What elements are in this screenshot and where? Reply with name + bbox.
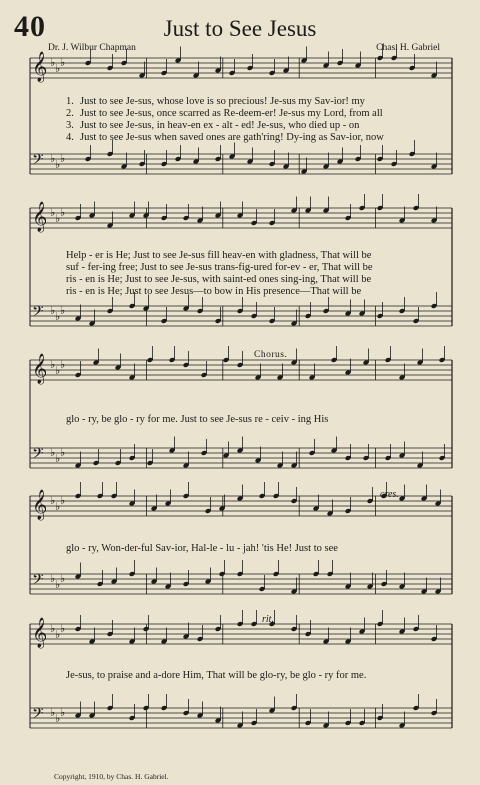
flat-icon: ♭ bbox=[60, 359, 66, 371]
flat-icon: ♭ bbox=[50, 207, 56, 219]
flat-icon: ♭ bbox=[50, 153, 56, 165]
bass-clef-icon: 𝄢 bbox=[32, 571, 44, 592]
treble-clef-icon: 𝄞 bbox=[32, 490, 48, 520]
copyright-notice: Copyright, 1910, by Chas. H. Gabriel. bbox=[54, 772, 169, 781]
flat-icon: ♭ bbox=[55, 63, 61, 75]
flat-icon: ♭ bbox=[60, 207, 66, 219]
crescendo-mark: cres. bbox=[380, 489, 399, 500]
chorus-label: Chorus. bbox=[254, 350, 288, 360]
bass-clef-icon: 𝄢 bbox=[32, 445, 44, 466]
lyric-line: 4. Just to see Je-sus when saved ones are gath'ring! Dy-ing as Sav-ior, now bbox=[66, 132, 384, 143]
flat-icon: ♭ bbox=[55, 159, 61, 171]
lyric-line: glo - ry, be glo - ry for me. Just to see Je-sus re - ceiv - ing His bbox=[66, 414, 329, 425]
hymn-title: Just to See Jesus bbox=[163, 16, 317, 41]
words-credit: Dr. J. Wilbur Chapman bbox=[48, 43, 136, 53]
lyric-line: 3. Just to see Je-sus, in heav-en ex - alt - ed! Je-sus, who died up - on bbox=[66, 120, 360, 131]
ritardando-mark: rit. bbox=[262, 614, 274, 625]
lyric-line: ris - en is He; Just to see Je-sus, with saint-ed ones sing-ing, That will be bbox=[66, 274, 372, 285]
lyric-line: glo - ry, Won-der-ful Sav-ior, Hal-le - lu - jah! 'tis He! Just to see bbox=[66, 543, 338, 554]
flat-icon: ♭ bbox=[60, 57, 66, 69]
flat-icon: ♭ bbox=[55, 579, 61, 591]
flat-icon: ♭ bbox=[50, 359, 56, 371]
treble-clef-icon: 𝄞 bbox=[32, 52, 48, 82]
flat-icon: ♭ bbox=[50, 495, 56, 507]
bass-clef-icon: 𝄢 bbox=[32, 151, 44, 172]
lyric-line: suf - fer-ing free; Just to see Je-sus trans-fig-ured for-ev - er, That will be bbox=[66, 262, 373, 273]
flat-icon: ♭ bbox=[55, 213, 61, 225]
hymn-number: 40 bbox=[14, 10, 46, 43]
flat-icon: ♭ bbox=[60, 495, 66, 507]
flat-icon: ♭ bbox=[60, 623, 66, 635]
treble-clef-icon: 𝄞 bbox=[32, 202, 48, 232]
flat-icon: ♭ bbox=[50, 707, 56, 719]
flat-icon: ♭ bbox=[50, 623, 56, 635]
lyric-line: Je-sus, to praise and a-dore Him, That will be glo-ry, be glo - ry for me. bbox=[66, 670, 367, 681]
flat-icon: ♭ bbox=[55, 629, 61, 641]
flat-icon: ♭ bbox=[55, 501, 61, 513]
flat-icon: ♭ bbox=[50, 57, 56, 69]
bass-clef-icon: 𝄢 bbox=[32, 303, 44, 324]
flat-icon: ♭ bbox=[60, 305, 66, 317]
flat-icon: ♭ bbox=[60, 573, 66, 585]
flat-icon: ♭ bbox=[55, 311, 61, 323]
music-system-2 bbox=[0, 0, 480, 340]
lyric-line: 2. Just to see Je-sus, once scarred as Re-deem-er! Je-sus my Lord, from all bbox=[66, 108, 383, 119]
flat-icon: ♭ bbox=[55, 453, 61, 465]
flat-icon: ♭ bbox=[60, 707, 66, 719]
flat-icon: ♭ bbox=[50, 305, 56, 317]
flat-icon: ♭ bbox=[50, 447, 56, 459]
flat-icon: ♭ bbox=[60, 447, 66, 459]
flat-icon: ♭ bbox=[50, 573, 56, 585]
lyric-line: Help - er is He; Just to see Je-sus fill heav-en with gladness, That will be bbox=[66, 250, 372, 261]
flat-icon: ♭ bbox=[55, 365, 61, 377]
flat-icon: ♭ bbox=[60, 153, 66, 165]
flat-icon: ♭ bbox=[55, 713, 61, 725]
lyric-line: 1. Just to see Je-sus, whose love is so precious! Je-sus my Sav-ior! my bbox=[66, 96, 365, 107]
treble-clef-icon: 𝄞 bbox=[32, 354, 48, 384]
music-credit: Chas. H. Gabriel bbox=[376, 43, 440, 53]
treble-clef-icon: 𝄞 bbox=[32, 618, 48, 648]
bass-clef-icon: 𝄢 bbox=[32, 705, 44, 726]
lyric-line: ris - en is He; Just to see Jesus—to bow in His presence—That will be bbox=[66, 286, 362, 297]
